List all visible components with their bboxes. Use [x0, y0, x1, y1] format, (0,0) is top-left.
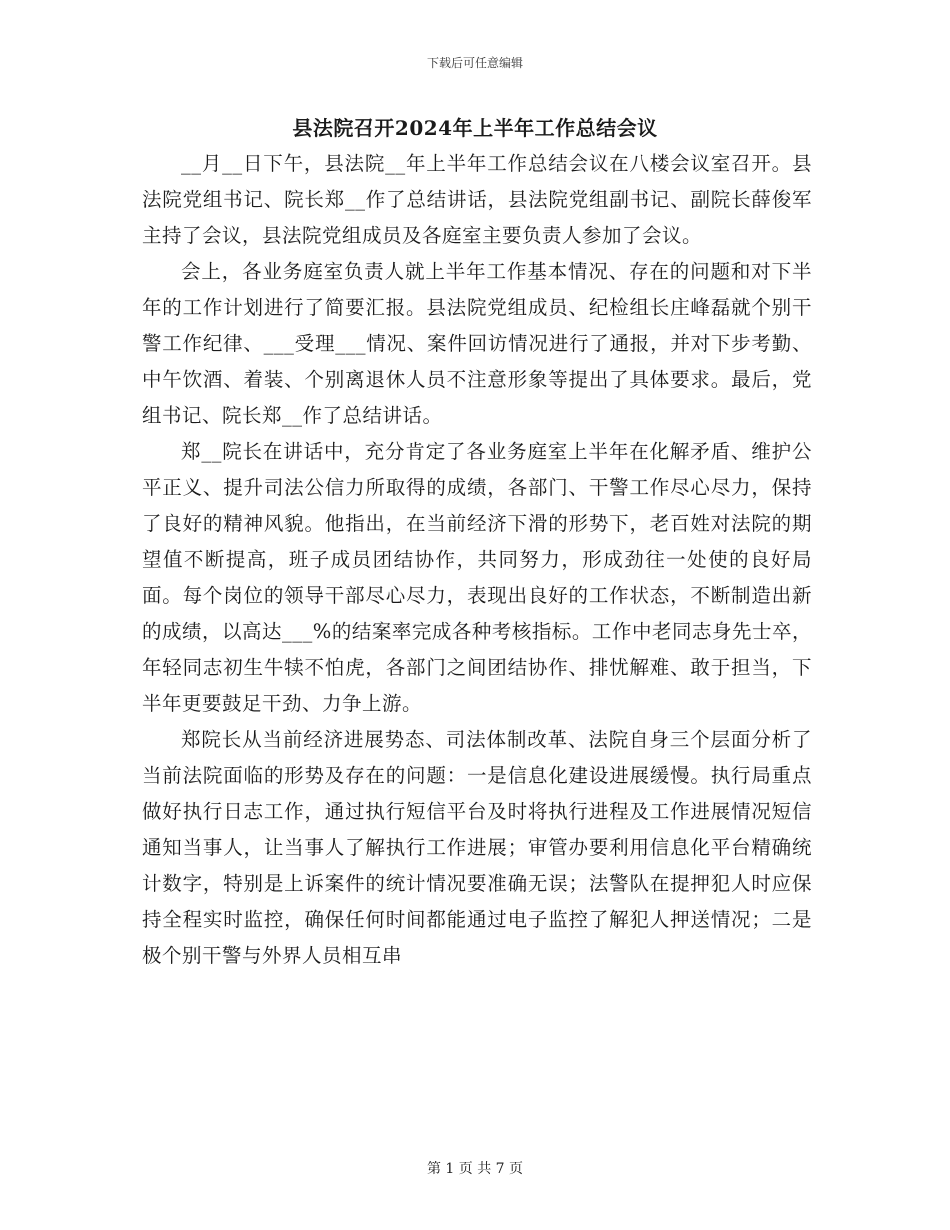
paragraph-1: __月__日下午，县法院__年上半年工作总结会议在八楼会议室召开。县法院党组书记、院长郑__作了总结讲话，县法院党组副书记、副院长薛俊军主持了会议，县法院党组成员及各庭室主要负责人参加了会议。: [142, 152, 812, 247]
document-body: [142, 146, 812, 974]
paragraph-3: 郑__院长在讲话中，充分肯定了各业务庭室上半年在化解矛盾、维护公平正义、提升司法公信力所取得的成绩，各部门、干警工作尽心尽力，保持了良好的精神风貌。他指出，在当前经济下滑的形势下，老百姓对法院的期望值不断提高，班子成员团结协作，共同努力，形成劲往一处使的良好局面。每个岗位的领导干部尽心尽力，表现出良好的工作状态，不断制造出新的成绩，以高达___%的结案率完成各种考核指标。工作中老同志身先士卒，年轻同志初生牛犊不怕虎，各部门之间团结协作、排忧解难、敢于担当，下半年更要鼓足干劲、力争上游。: [142, 440, 812, 715]
paragraph-4: 郑院长从当前经济进展势态、司法体制改革、法院自身三个层面分析了当前法院面临的形势及存在的问题：一是信息化建设进展缓慢。执行局重点做好执行日志工作，通过执行短信平台及时将执行进程及工作进展情况短信通知当事人，让当事人了解执行工作进展；审管办要利用信息化平台精确统计数字，特别是上诉案件的统计情况要准确无误；法警队在提押犯人时应保持全程实时监控，确保任何时间都能通过电子监控了解犯人押送情况；二是极个别干警与外界人员相互串: [142, 728, 812, 967]
document-title: 县法院召开2024年上半年工作总结会议: [292, 116, 658, 140]
page-number: 第 1 页 共 7 页: [426, 1161, 524, 1177]
paragraph-2: 会上，各业务庭室负责人就上半年工作基本情况、存在的问题和对下半年的工作计划进行了简要汇报。县法院党组成员、纪检组长庄峰磊就个别干警工作纪律、___受理___情况、案件回访情况进行了通报，并对下步考勤、中午饮酒、着装、个别离退休人员不注意形象等提出了具体要求。最后，党组书记、院长郑__作了总结讲话。: [142, 260, 812, 427]
page-header-note: 下载后可任意编辑: [426, 56, 523, 70]
